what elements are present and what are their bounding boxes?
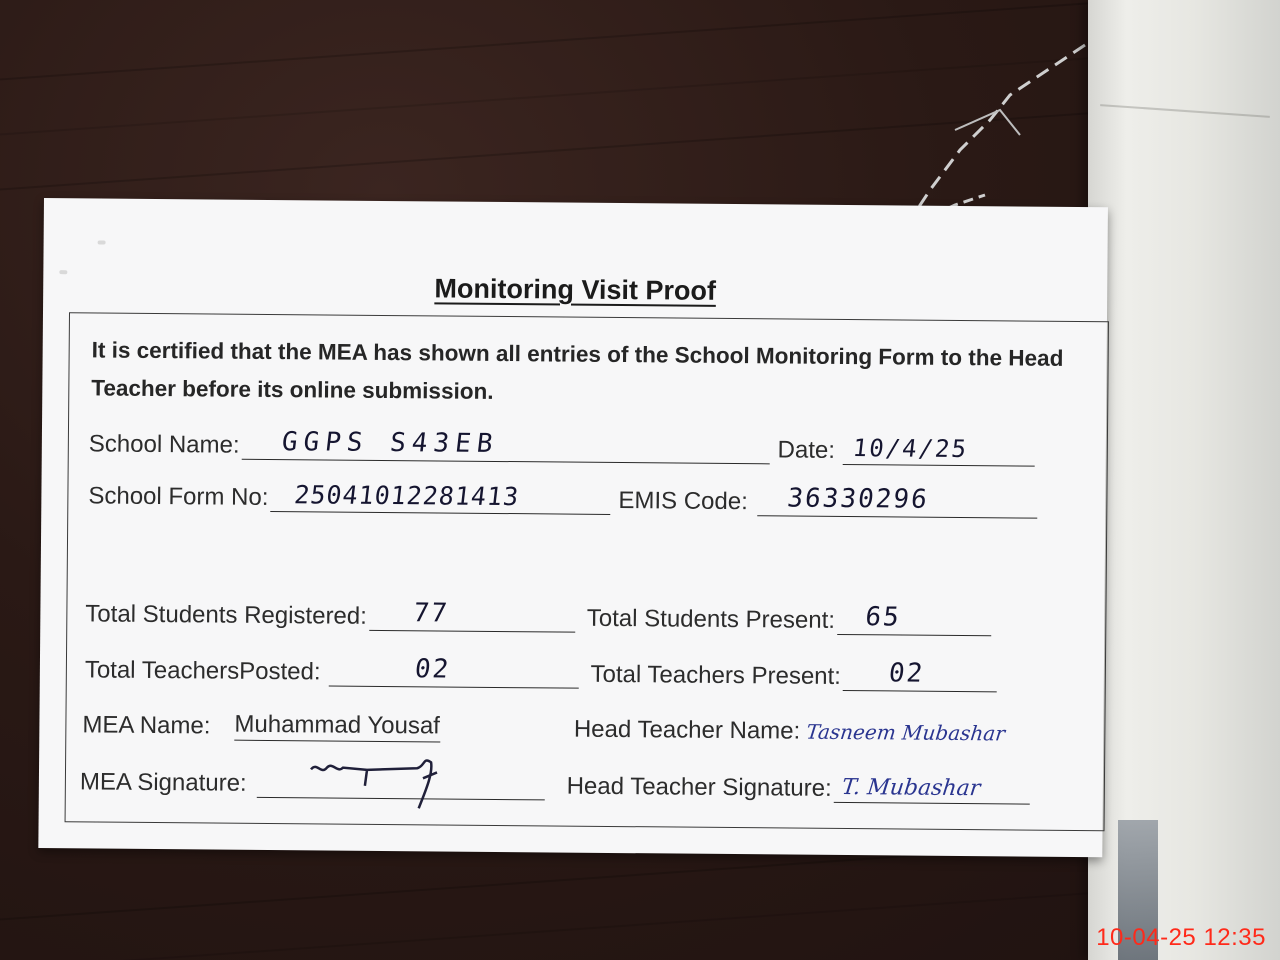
certification-text: It is certified that the MEA has shown all entries of the School Monitoring Form to the Head Teacher before its online submission. [91, 337, 1064, 404]
date-field [843, 432, 1035, 467]
teachers-posted-field [328, 654, 578, 689]
head-teacher-signature-field [834, 770, 1030, 805]
teachers-row [85, 651, 997, 692]
mea-name-label: MEA Name: [82, 711, 211, 740]
school-form-no-value: 25041012281413 [292, 480, 521, 512]
students-registered-label: Total Students Registered: [85, 600, 367, 630]
school-form-no-field [270, 479, 610, 515]
names-row [82, 707, 1022, 747]
mea-name-value: Muhammad Yousaf [234, 711, 440, 743]
school-name-label: School Name: [88, 430, 240, 459]
school-name-row [89, 425, 1035, 466]
teachers-posted-label: Total TeachersPosted: [84, 656, 321, 686]
form-frame [65, 312, 1109, 831]
school-name-value: GGPS S43EB [279, 427, 500, 459]
school-form-no-label: School Form No: [88, 482, 269, 511]
signatures-row [80, 763, 1030, 804]
white-folder [1088, 0, 1280, 960]
monitoring-visit-slip [38, 198, 1108, 857]
emis-code-value: 36330296 [786, 483, 931, 515]
students-present-label: Total Students Present: [586, 604, 836, 634]
teachers-present-value: 02 [887, 658, 926, 689]
teachers-present-label: Total Teachers Present: [590, 660, 842, 690]
date-value: 10/4/25 [851, 434, 970, 464]
camera-timestamp: 10-04-25 12:35 [1096, 924, 1266, 951]
emis-code-field [758, 483, 1038, 518]
mea-signature-field [257, 765, 545, 801]
staple-mark [98, 240, 106, 244]
students-registered-field [369, 598, 575, 633]
head-teacher-name-label: Head Teacher Name: [573, 715, 801, 745]
mea-signature-label: MEA Signature: [79, 768, 247, 797]
head-teacher-name-value: Tasneem Mubashar [804, 719, 1007, 746]
teachers-posted-value: 02 [412, 654, 452, 685]
date-label: Date: [777, 436, 836, 464]
school-form-row [88, 477, 1038, 518]
emis-code-label: EMIS Code: [618, 487, 748, 516]
students-registered-value: 77 [411, 598, 450, 629]
mea-signature-scribble [306, 751, 457, 812]
teachers-present-field [843, 658, 997, 692]
document-title: Monitoring Visit Proof [434, 273, 717, 306]
head-teacher-name-field [802, 714, 1022, 748]
students-present-value: 65 [863, 602, 903, 633]
head-teacher-signature-label: Head Teacher Signature: [566, 772, 832, 802]
students-present-field [837, 602, 991, 636]
head-teacher-signature-value: T. Mubashar [840, 774, 982, 802]
students-row [85, 595, 991, 636]
school-name-field [241, 427, 769, 465]
